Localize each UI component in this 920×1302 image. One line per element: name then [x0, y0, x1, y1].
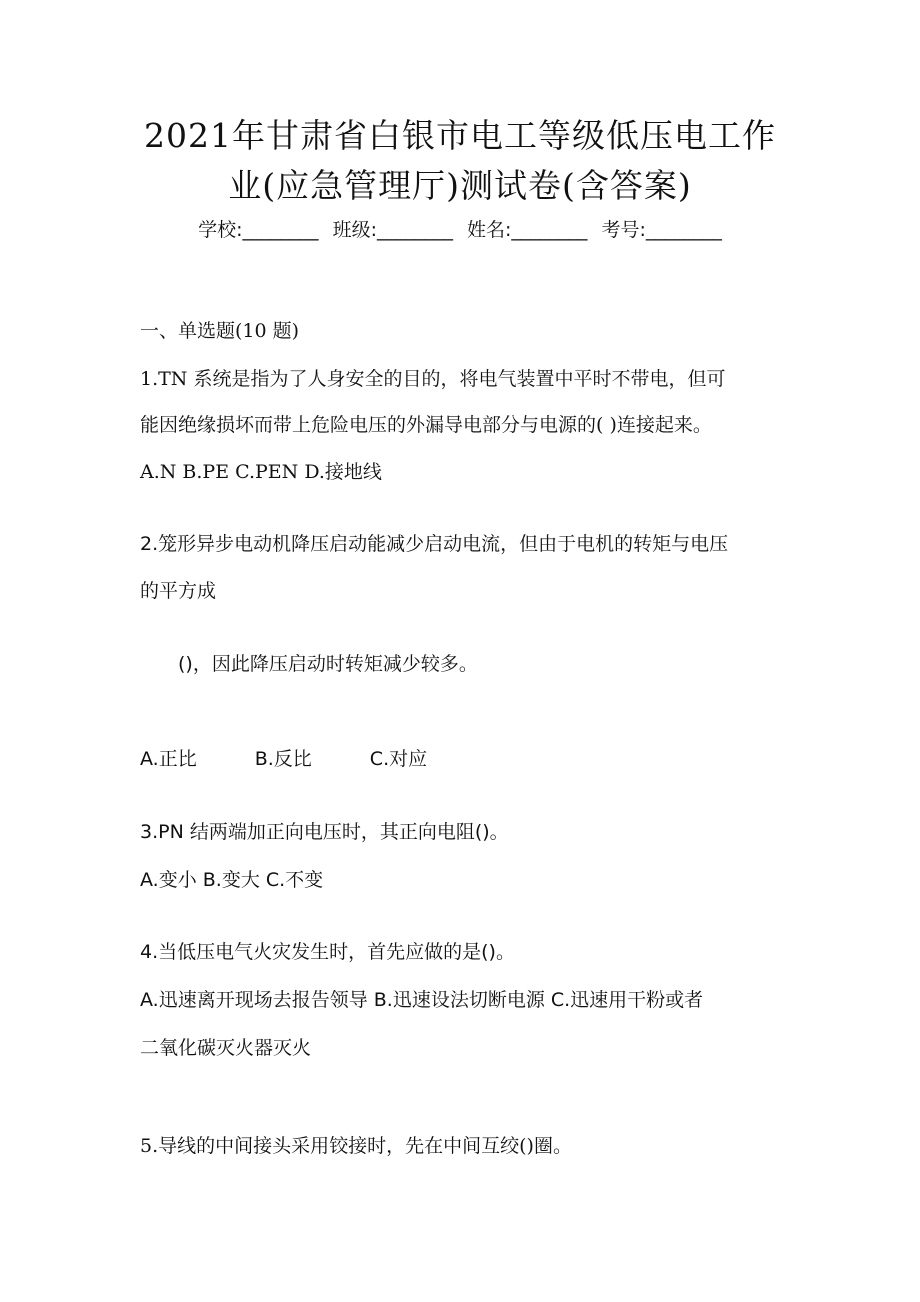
q1-text-line2: 能因绝缘损坏而带上危险电压的外漏导电部分与电源的( )连接起来。: [140, 414, 712, 436]
q3-text-line1: 3.PN 结两端加正向电压时，其正向电阻()。: [140, 821, 509, 843]
student-info-row: [60, 217, 860, 243]
q5-text-line1: 5.导线的中间接头采用铰接时，先在中间互绞()圈。: [140, 1135, 572, 1157]
school-field: 学校:________: [198, 219, 319, 241]
class-field: 班级:________: [332, 219, 453, 241]
q4-options-line1: A.迅速离开现场去报告领导 B.迅速设法切断电源 C.迅速用干粉或者: [140, 989, 704, 1011]
q1-text-line1: 1.TN 系统是指为了人身安全的目的，将电气装置中平时不带电，但可: [140, 368, 726, 390]
exam-title-line1: 2021年甘肃省白银市电工等级低压电工作: [144, 116, 776, 155]
q2-option-a: A.正比: [140, 748, 197, 770]
q4-options-line2: 二氧化碳灭火器灭火: [140, 1037, 312, 1059]
q2-options: [140, 746, 427, 772]
q2-option-b: B.反比: [254, 748, 312, 770]
section-heading: 一、单选题(10 题): [140, 320, 300, 342]
exam-title-line2: 业(应急管理厅)测试卷(含答案): [228, 166, 692, 205]
q3-options: A.变小 B.变大 C.不变: [140, 869, 324, 891]
q4-text-line1: 4.当低压电气火灾发生时，首先应做的是()。: [140, 941, 515, 963]
q2-text-line1: 2.笼形异步电动机降压启动能减少启动电流，但由于电机的转矩与电压: [140, 533, 729, 555]
exam-number-field: 考号:________: [601, 219, 722, 241]
q1-options: A.N B.PE C.PEN D.接地线: [140, 461, 382, 483]
q2-text-line2: 的平方成: [140, 580, 217, 602]
q2-option-c: C.对应: [369, 748, 428, 770]
q2-text-line3: ()，因此降压启动时转矩减少较多。: [178, 653, 478, 675]
name-field: 姓名:________: [467, 219, 588, 241]
